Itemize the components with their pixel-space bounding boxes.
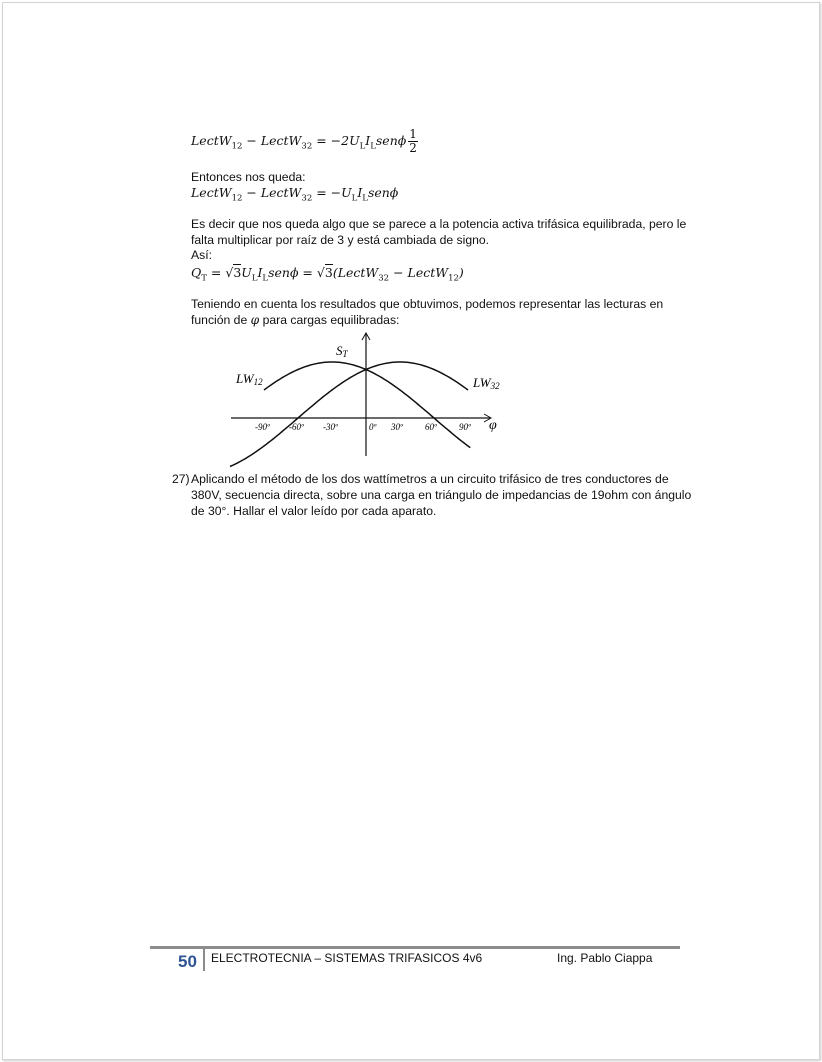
phi-axis-label: φ [489,418,497,433]
lw32-curve [230,362,468,467]
paragraph-2-line-2: función de φ para cargas equilibradas: [191,313,400,327]
tick-label: -90º [255,422,270,432]
paragraph-1-line-1: Es decir que nos queda algo que se parece a la potencia activa trifásica equilibrada, pero le [191,217,687,231]
st-label: ST [336,343,348,359]
page-number: 50 [178,952,197,971]
paragraph-2-line-1: Teniendo en cuenta los resultados que obtuvimos, podemos representar las lecturas en [191,297,664,311]
tick-label: 90º [459,422,471,432]
paragraph-1-line-2: falta multiplicar por raíz de 3 y está cambiada de signo. [191,233,490,247]
problem-line-1: Aplicando el método de los dos wattímetros a un circuito trifásico de tres conductores de [191,472,669,486]
tick-label: 30º [391,422,403,432]
tick-label: -60º [289,422,304,432]
problem-line-3: de 30°. Hallar el valor leído por cada aparato. [191,504,437,518]
lw12-label: LW12 [236,371,263,387]
problem-number: 27) [172,472,190,486]
problem-line-2: 380V, secuencia directa, sobre una carga en triángulo de impedancias de 19ohm con ángulo [191,488,692,502]
footer-divider [150,946,680,949]
readings-diagram [0,0,822,480]
lw32-label: LW32 [473,375,500,391]
equation-2: LectW$_{12}$ − LectW$_{32}$ = $-U_LI_Lsen\phi$ [191,185,399,204]
lw12-curve [264,362,470,448]
footer-author: Ing. Pablo Ciappa [557,951,653,965]
asi-text: Así: [191,248,212,262]
tick-label: 60º [425,422,437,432]
tick-label: -30º [323,422,338,432]
equation-1: LectW$_{12}$ − LectW$_{32}$ = $-2U_LI_Lsen\phi$ $\frac{1}{2}$ [191,127,417,155]
footer-vertical-divider [203,949,205,971]
entonces-text: Entonces nos queda: [191,170,306,184]
equation-3: $Q_T = √3U_LI_Lsen\phi$ = √3(LectW$_{32}$ − LectW$_{12}$) [191,265,464,284]
tick-label: 0º [369,422,377,432]
footer-title: ELECTROTECNIA – SISTEMAS TRIFASICOS 4v6 [211,951,483,965]
